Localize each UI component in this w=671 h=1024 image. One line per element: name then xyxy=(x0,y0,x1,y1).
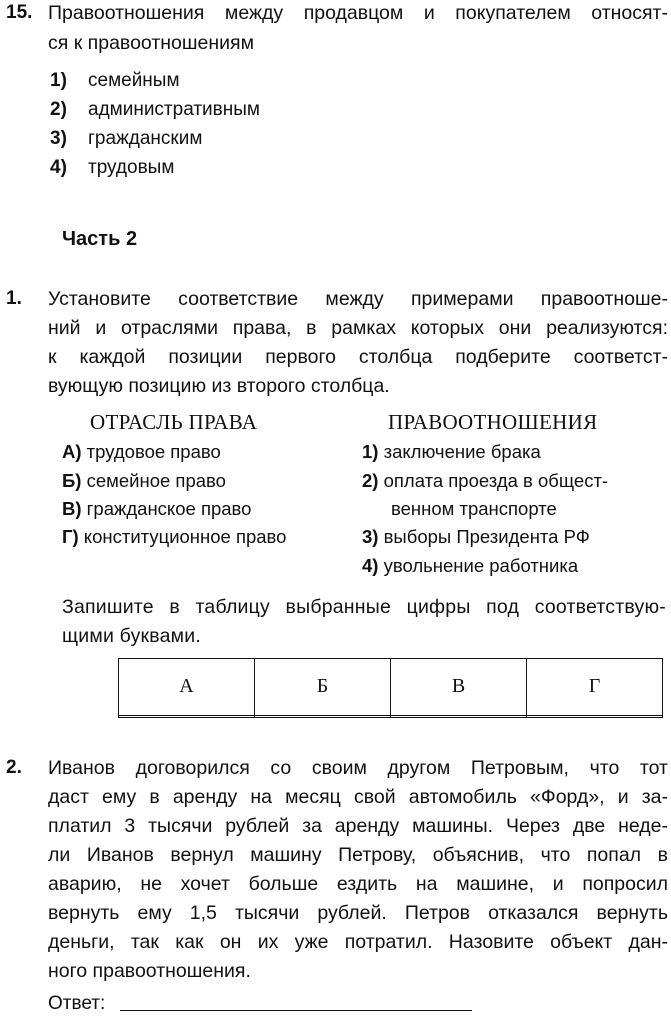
question-2-text-line-2: даст ему в аренду на месяц свой автомобиль «Форд», и за- xyxy=(48,786,668,808)
question-1-text-line-1: Установите соответствие между примерами правоотноше- xyxy=(48,288,668,310)
left-item-b-letter: Б) xyxy=(62,470,82,491)
left-item-v-text: гражданское право xyxy=(86,498,252,519)
question-1-number: 1. xyxy=(6,288,22,309)
left-item-g-letter: Г) xyxy=(62,526,79,547)
right-item-1-number: 1) xyxy=(362,441,379,462)
question-1-text-line-2: ний и отраслями права, в рамках которых они реализуются: xyxy=(48,317,668,339)
right-item-3 xyxy=(362,526,590,548)
answer-label: Ответ: xyxy=(48,993,106,1014)
right-item-1 xyxy=(362,441,541,463)
question-15-text-line-2: ся к правоотношениям xyxy=(48,32,254,54)
q15-option-1-text: семейным xyxy=(88,70,180,91)
right-item-3-number: 3) xyxy=(362,526,379,547)
question-1-text-line-4: вующую позицию из второго столбца. xyxy=(48,375,390,397)
question-2-text-line-3: платил 3 тысячи рублей за аренду машины. Через две неде- xyxy=(48,815,668,837)
answer-table-header-row xyxy=(119,659,663,716)
right-item-2 xyxy=(362,470,608,492)
q15-option-1-number: 1) xyxy=(50,70,67,91)
q15-option-3-number: 3) xyxy=(50,128,67,149)
left-item-a-text: трудовое право xyxy=(86,441,221,462)
question-2-text-line-6: вернуть ему 1,5 тысячи рублей. Петров отказался вернуть xyxy=(48,902,668,924)
answer-line[interactable] xyxy=(120,1010,472,1011)
left-column-header: ОТРАСЛЬ ПРАВА xyxy=(90,410,258,434)
q15-option-2-number: 2) xyxy=(50,99,67,120)
left-item-a-letter: А) xyxy=(62,441,82,462)
answer-table-header-g: Г xyxy=(527,659,663,716)
question-2-text-line-4: ли Иванов вернул машину Петрову, объяснив, что попал в xyxy=(48,844,668,866)
question-2-text-line-7: деньги, так как он их уже потратил. Назовите объект дан- xyxy=(48,931,668,953)
right-item-4 xyxy=(362,555,578,577)
left-item-b-text: семейное право xyxy=(86,470,226,491)
answer-table-header-v: В xyxy=(391,659,527,716)
left-item-g-text: конституционное право xyxy=(83,526,287,547)
table-instruction-line-1: Запишите в таблицу выбранные цифры под соответствую- xyxy=(62,596,666,618)
answer-table-input-row xyxy=(119,715,663,717)
table-instruction-line-2: щими буквами. xyxy=(62,625,201,647)
q15-option-4-number: 4) xyxy=(50,157,67,178)
q15-option-3-text: гражданским xyxy=(88,128,203,149)
q15-option-2-text: административным xyxy=(88,99,260,120)
question-2-number: 2. xyxy=(6,757,22,778)
left-item-g xyxy=(62,526,286,548)
question-15-text-line-1: Правоотношения между продавцом и покупателем относят- xyxy=(48,2,668,24)
right-item-4-text: увольнение работника xyxy=(383,555,579,576)
right-item-2-number: 2) xyxy=(362,470,379,491)
question-1-text-line-3: к каждой позиции первого столбца подберите соответст- xyxy=(48,346,668,368)
answer-cell-a[interactable] xyxy=(119,715,255,717)
question-2-text-line-1: Иванов договорился со своим другом Петровым, что тот xyxy=(48,757,668,779)
right-column-header: ПРАВООТНОШЕНИЯ xyxy=(388,410,598,434)
right-item-1-text: заключение брака xyxy=(383,441,541,462)
right-item-3-text: выборы Президента РФ xyxy=(383,526,590,547)
right-item-2-text-line-2: венном транспорте xyxy=(391,498,557,519)
left-item-v xyxy=(62,498,251,520)
right-item-4-number: 4) xyxy=(362,555,379,576)
q15-option-4-text: трудовым xyxy=(88,157,175,178)
question-15-number: 15. xyxy=(6,2,33,23)
part-2-title: Часть 2 xyxy=(62,228,138,250)
question-2-text-line-8: ного правоотношения. xyxy=(48,960,251,982)
answer-table-header-a: А xyxy=(119,659,255,716)
left-item-v-letter: В) xyxy=(62,498,82,519)
right-item-2-text-line-1: оплата проезда в общест- xyxy=(383,470,609,491)
left-item-b xyxy=(62,470,226,492)
left-item-a xyxy=(62,441,221,463)
answer-table xyxy=(118,658,663,718)
answer-cell-g[interactable] xyxy=(527,715,663,717)
answer-cell-b[interactable] xyxy=(255,715,391,717)
question-2-text-line-5: аварию, не хочет больше ездить на машине, и попросил xyxy=(48,873,668,895)
answer-table-header-b: Б xyxy=(255,659,391,716)
answer-cell-v[interactable] xyxy=(391,715,527,717)
